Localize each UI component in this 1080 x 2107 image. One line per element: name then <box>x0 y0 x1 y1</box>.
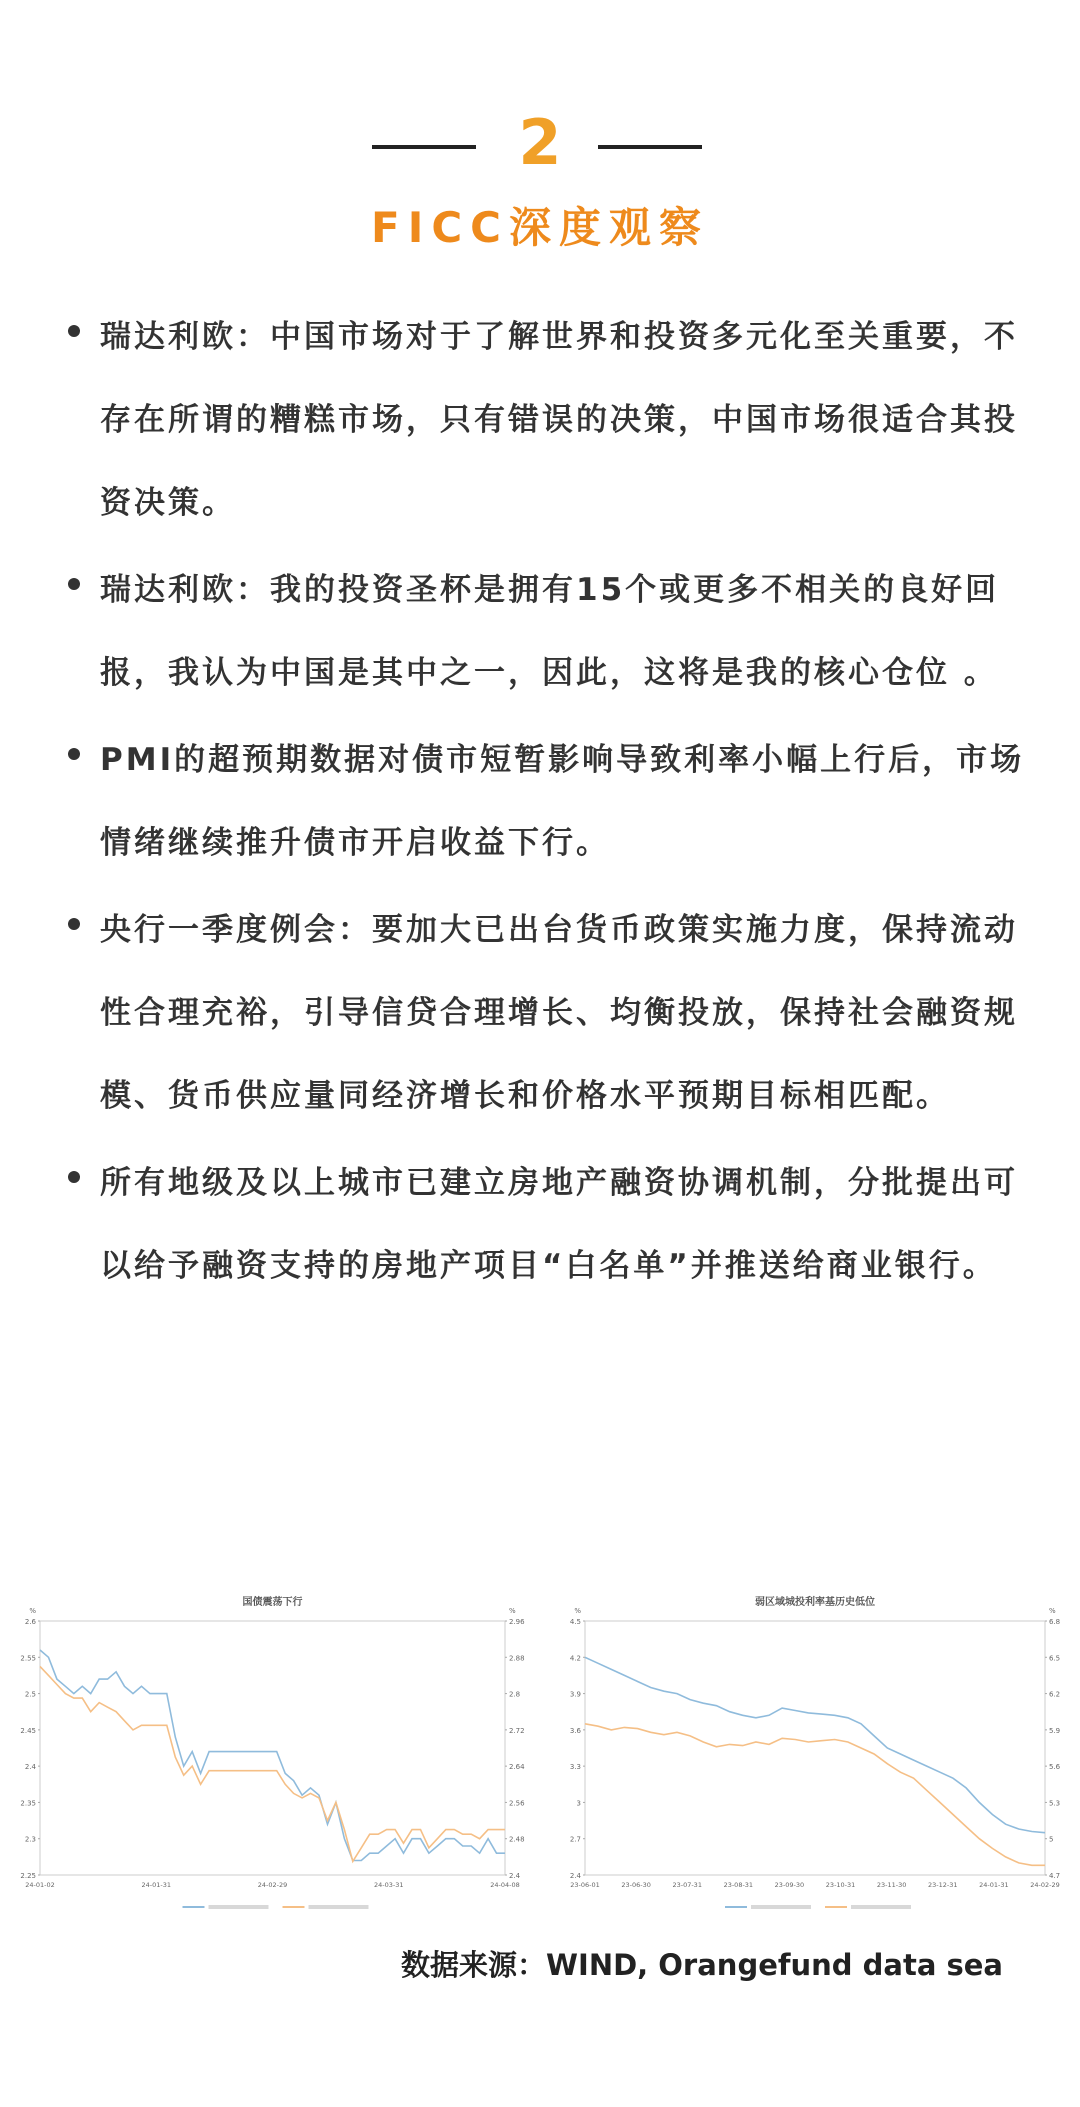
y-tick-right: 2.88 <box>509 1654 525 1663</box>
y-tick-right: 5 <box>1049 1835 1054 1844</box>
series-line-0 <box>585 1657 1045 1832</box>
bullet-text: 所有地级及以上城市已建立房地产融资协调机制，分批提出可以给予融资支持的房地产项目“白名单”并推送给商业银行。 <box>100 1165 1018 1284</box>
bullet-item <box>60 1142 1040 1308</box>
y-tick-left: 2.5 <box>24 1690 36 1699</box>
legend-label-placeholder <box>851 1905 911 1909</box>
x-tick: 24-02-29 <box>1030 1881 1060 1889</box>
bullet-list <box>60 296 1040 1312</box>
x-tick: 24-02-29 <box>257 1881 288 1889</box>
x-tick: 24-01-31 <box>979 1881 1009 1889</box>
legend-label-placeholder <box>751 1905 811 1909</box>
bullet-item <box>60 889 1040 1138</box>
y-tick-left: 3 <box>576 1799 581 1808</box>
y-axis-left-unit: % <box>574 1607 581 1615</box>
section-title: FICC深度观察 <box>371 203 709 252</box>
y-tick-right: 2.8 <box>509 1690 521 1699</box>
y-tick-left: 2.25 <box>20 1872 36 1880</box>
data-source-note: 数据来源：WIND, Orangefund data sea <box>401 1948 1003 1982</box>
x-tick: 23-06-30 <box>621 1881 651 1889</box>
y-tick-right: 6.8 <box>1049 1618 1061 1626</box>
y-tick-right: 2.96 <box>509 1618 525 1626</box>
section-header <box>0 108 1080 178</box>
bullet-item <box>60 549 1040 715</box>
y-tick-right: 6.2 <box>1049 1690 1061 1699</box>
plot-frame <box>585 1621 1045 1875</box>
bullet-dot <box>68 1171 80 1183</box>
x-tick: 24-01-31 <box>141 1881 172 1889</box>
bullet-dot <box>68 325 80 337</box>
plot-frame <box>40 1621 505 1875</box>
bullet-dot <box>68 748 80 760</box>
y-tick-right: 5.9 <box>1049 1726 1061 1735</box>
chart-urban-investment-yields <box>555 1585 1075 1935</box>
x-tick: 23-07-31 <box>672 1881 702 1889</box>
y-tick-right: 5.6 <box>1049 1763 1061 1772</box>
y-tick-left: 2.55 <box>20 1654 36 1663</box>
y-tick-left: 2.3 <box>24 1835 36 1844</box>
y-tick-left: 4.2 <box>569 1654 581 1663</box>
chart-svg <box>555 1585 1075 1935</box>
x-tick: 24-01-02 <box>25 1881 55 1889</box>
chart-title: 国债震荡下行 <box>242 1597 303 1608</box>
chart-treasury-yields <box>10 1585 535 1935</box>
y-tick-right: 6.5 <box>1049 1654 1061 1663</box>
x-tick: 23-06-01 <box>570 1881 600 1889</box>
x-tick: 23-12-31 <box>928 1881 958 1889</box>
header-rule-right <box>598 145 702 149</box>
x-tick: 23-08-31 <box>723 1881 754 1889</box>
bullet-item <box>60 719 1040 885</box>
y-tick-left: 2.35 <box>20 1799 36 1808</box>
x-tick: 24-04-08 <box>490 1881 520 1889</box>
x-tick: 23-09-30 <box>774 1881 805 1889</box>
y-tick-right: 2.72 <box>509 1726 525 1735</box>
y-tick-right: 2.64 <box>509 1763 525 1772</box>
section-number: 2 <box>518 106 562 179</box>
y-tick-right: 2.48 <box>509 1835 525 1844</box>
bullet-text: PMI的超预期数据对债市短暂影响导致利率小幅上行后，市场情绪继续推升债市开启收益下行。 <box>100 742 1025 861</box>
x-tick: 24-03-31 <box>373 1881 404 1889</box>
charts-row <box>0 1585 1080 1935</box>
y-axis-left-unit: % <box>29 1607 36 1615</box>
y-tick-left: 2.4 <box>24 1763 36 1772</box>
y-tick-left: 2.45 <box>20 1726 36 1735</box>
y-tick-left: 2.4 <box>569 1872 581 1880</box>
y-tick-right: 2.56 <box>509 1799 525 1808</box>
y-axis-right-unit: % <box>509 1607 516 1615</box>
series-line-1 <box>40 1666 505 1861</box>
y-tick-right: 5.3 <box>1049 1799 1061 1808</box>
y-tick-left: 3.6 <box>569 1726 581 1735</box>
y-tick-left: 3.3 <box>569 1763 581 1772</box>
x-tick: 23-11-30 <box>876 1881 907 1889</box>
series-line-0 <box>40 1650 505 1861</box>
bullet-text: 瑞达利欧：中国市场对于了解世界和投资多元化至关重要，不存在所谓的糟糕市场，只有错误的决策，中国市场很适合其投资决策。 <box>100 319 1018 521</box>
series-line-1 <box>585 1724 1045 1866</box>
chart-svg <box>10 1585 535 1935</box>
bullet-dot <box>68 578 80 590</box>
y-tick-left: 2.6 <box>24 1618 36 1626</box>
bullet-text: 瑞达利欧：我的投资圣杯是拥有15个或更多不相关的良好回报，我认为中国是其中之一，因此，这将是我的核心仓位 。 <box>100 572 1000 691</box>
y-tick-right: 4.7 <box>1049 1872 1061 1880</box>
bullet-text: 央行一季度例会：要加大已出台货币政策实施力度，保持流动性合理充裕，引导信贷合理增长、均衡投放，保持社会融资规模、货币供应量同经济增长和价格水平预期目标相匹配。 <box>100 912 1018 1114</box>
y-tick-right: 2.4 <box>509 1872 521 1880</box>
chart-title: 弱区域城投利率基历史低位 <box>755 1597 875 1608</box>
y-tick-left: 3.9 <box>569 1690 581 1699</box>
legend-label-placeholder <box>309 1905 369 1909</box>
bullet-item <box>60 296 1040 545</box>
bullet-dot <box>68 918 80 930</box>
y-axis-right-unit: % <box>1049 1607 1056 1615</box>
y-tick-left: 2.7 <box>569 1835 581 1844</box>
x-tick: 23-10-31 <box>825 1881 856 1889</box>
legend-label-placeholder <box>209 1905 269 1909</box>
y-tick-left: 4.5 <box>569 1618 581 1626</box>
